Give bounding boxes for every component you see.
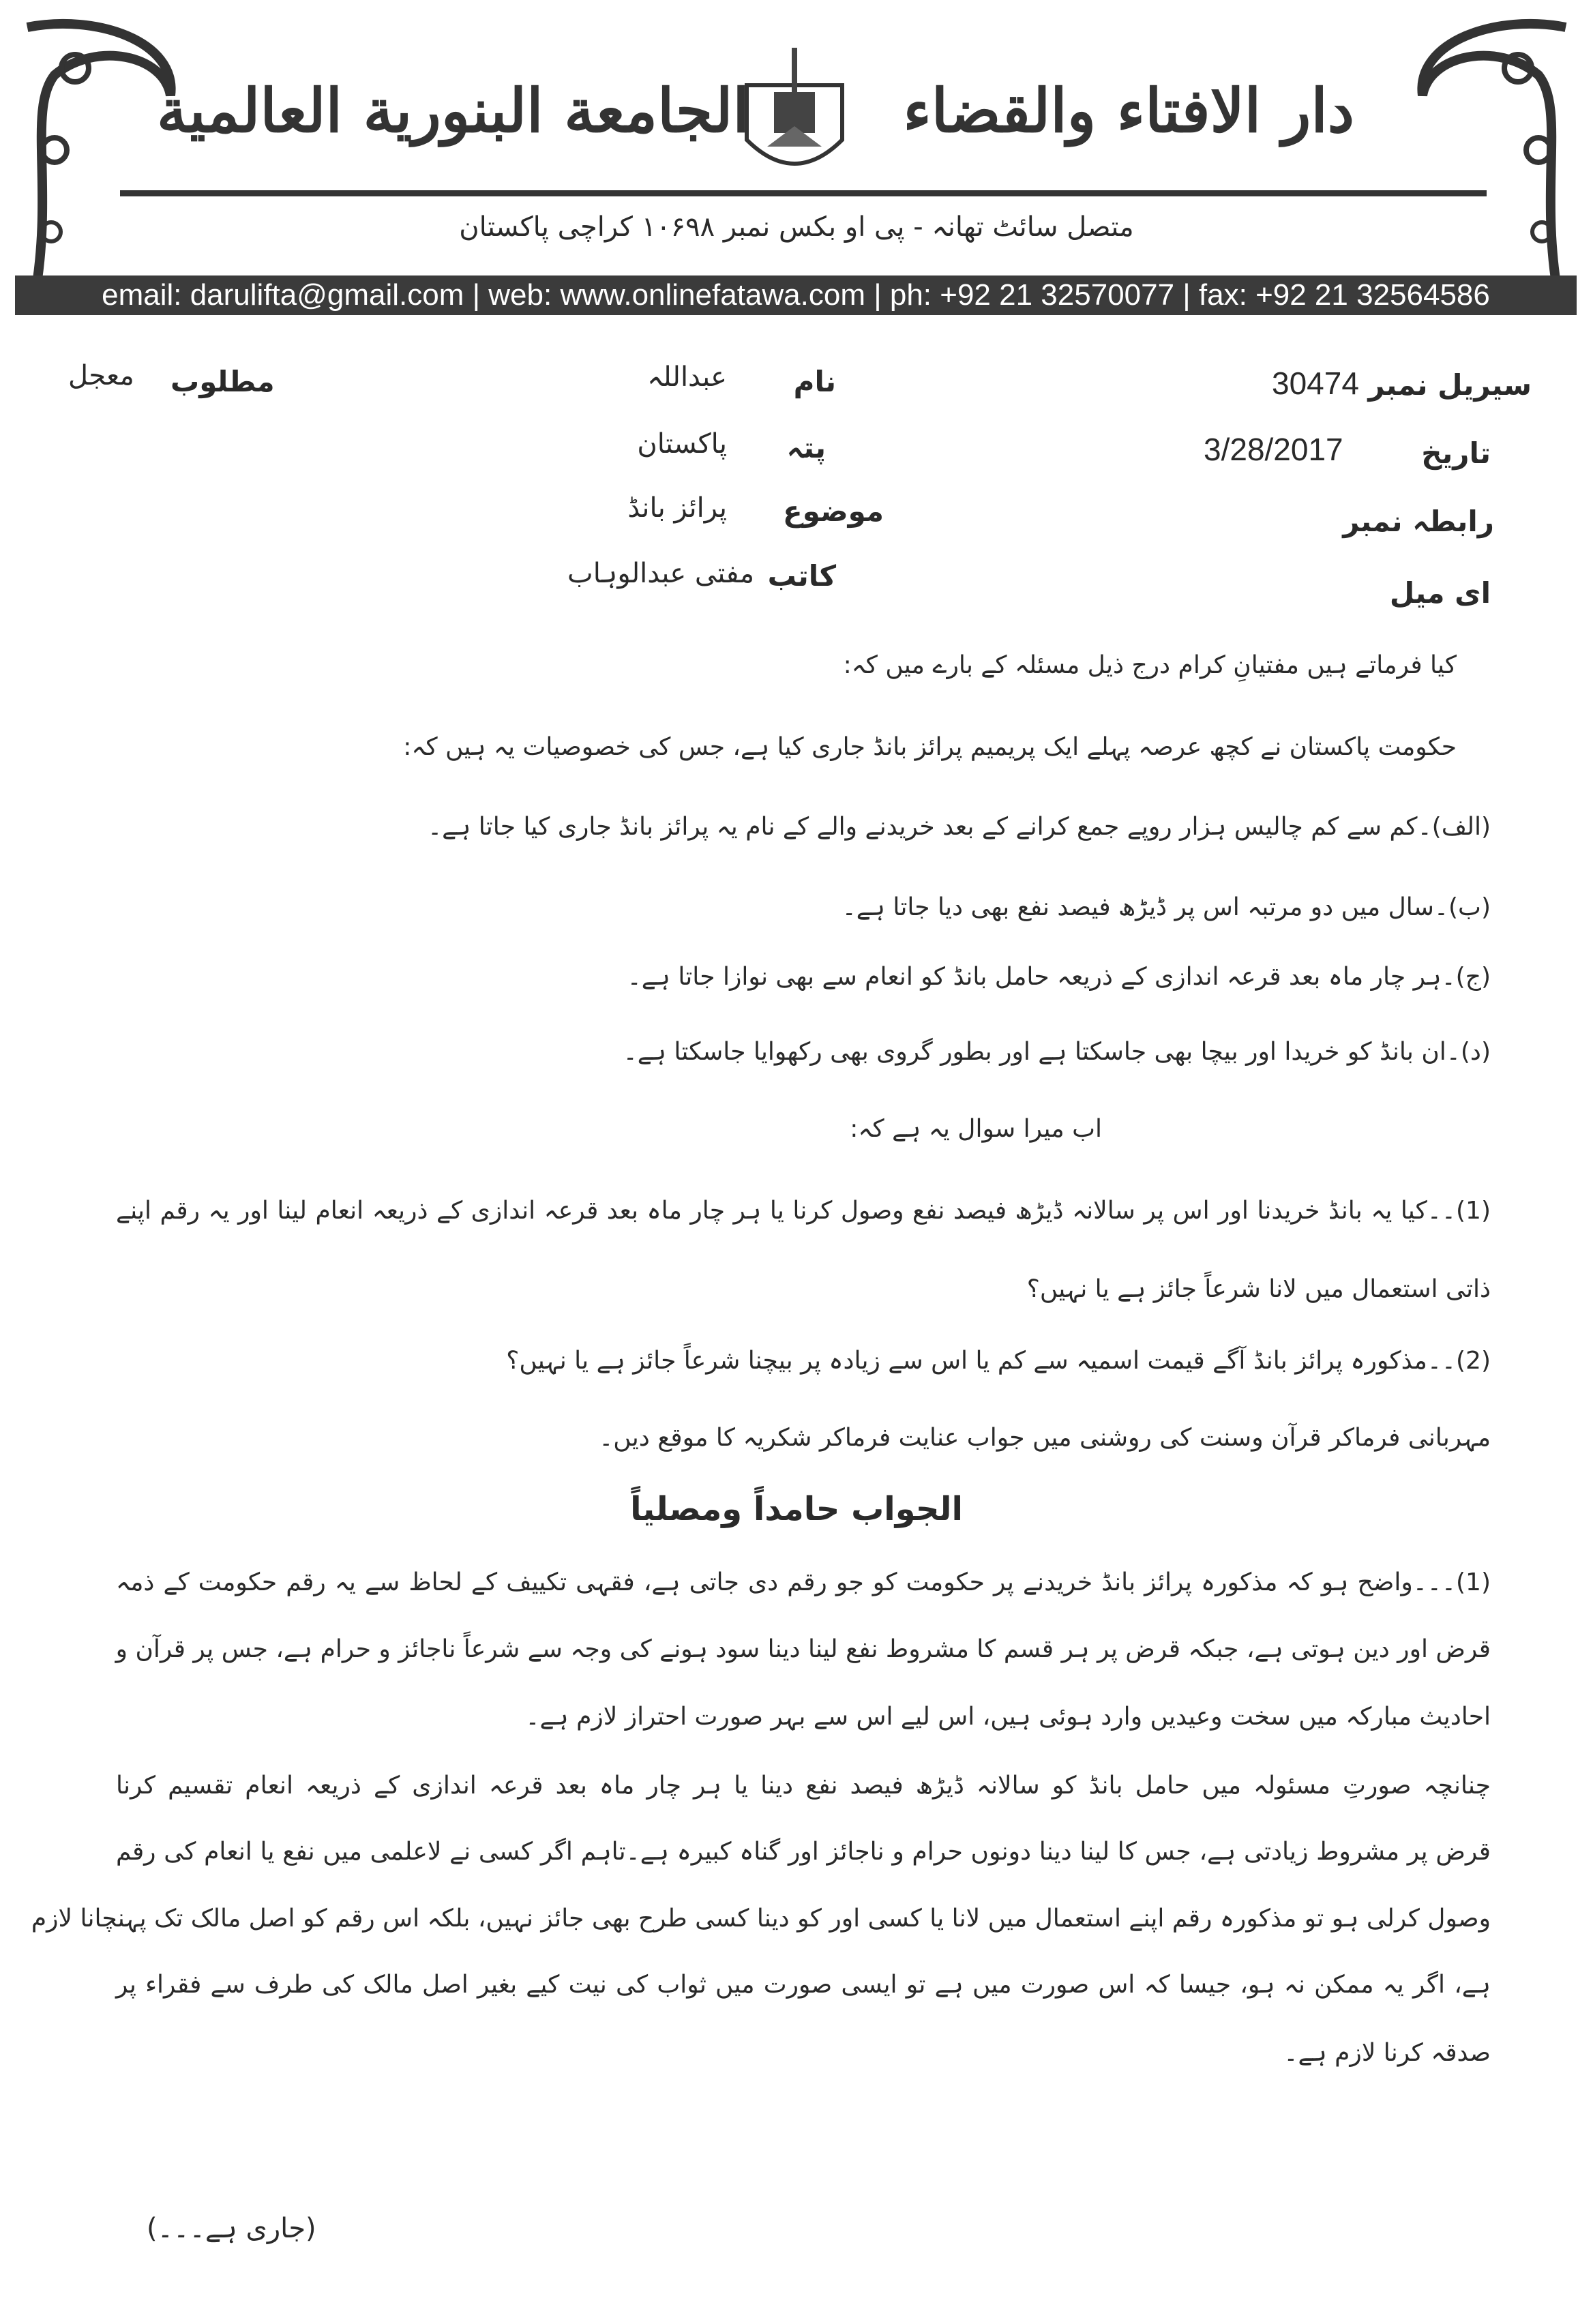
required-value: معجل bbox=[68, 360, 134, 391]
name-label: نام bbox=[793, 365, 836, 398]
answer-line: احادیث مبارکہ میں سخت وعیدیں وارد ہوئی ہیں، اس لیے اس سے بہر صورت احتراز لازم ہے۔ bbox=[525, 1703, 1491, 1731]
address-line: متصل سائٹ تھانہ - پی او بکس نمبر ۱۰۶۹۸ کراچی پاکستان bbox=[459, 211, 1134, 243]
ornament-left-icon bbox=[14, 14, 191, 314]
address-label: پتہ bbox=[786, 431, 826, 464]
question-line: مہربانی فرماکر قرآن وسنت کی روشنی میں جواب عنایت فرماکر شکریہ کا موقع دیں۔ bbox=[599, 1424, 1491, 1452]
date-label: تاریخ bbox=[1421, 436, 1491, 470]
question-line: (1)۔۔کیا یہ بانڈ خریدنا اور اس پر سالانہ ڈیڑھ فیصد نفع وصول کرنا یا ہر چار ماہ بعد قرعہ اندازی کے ذریعہ انعام لینا اور یہ رقم اپنے bbox=[116, 1197, 1491, 1225]
serial-value: 30474 bbox=[1272, 366, 1359, 401]
answer-heading: الجواب حامداً ومصلیاً bbox=[630, 1490, 963, 1528]
question-line: ذاتی استعمال میں لانا شرعاً جائز ہے یا نہیں؟ bbox=[1026, 1275, 1491, 1303]
question-line: (الف)۔کم سے کم چالیس ہزار روپے جمع کرانے کے بعد خریدنے والے کے نام یہ پرائز بانڈ جاری کیا جاتا ہے۔ bbox=[428, 813, 1491, 841]
question-line: کیا فرماتے ہیں مفتیانِ کرام درج ذیل مسئلہ کے بارے میں کہ: bbox=[843, 651, 1457, 679]
contact-number-label: رابطہ نمبر bbox=[1343, 505, 1494, 538]
writer-label: کاتب bbox=[767, 559, 836, 593]
answer-line: ہے، اگر یہ ممکن نہ ہو، جیسا کہ اس صورت میں ہے تو ایسی صورت میں ثواب کی نیت کیے بغیر اصل مالک کی طرف سے فقراء پر bbox=[116, 1971, 1491, 1999]
subject-value: پرائز بانڈ bbox=[627, 492, 727, 524]
continued-note: (جاری ہے۔۔۔) bbox=[147, 2213, 316, 2244]
answer-line: (1)۔۔۔واضح ہو کہ مذکورہ پرائز بانڈ خریدنے پر حکومت کو جو رقم دی جاتی ہے، فقہی تکییف کے لحاظ سے یہ رقم حکومت کے ذمہ bbox=[116, 1568, 1491, 1596]
question-line: (2)۔۔مذکورہ پرائز بانڈ آگے قیمت اسمیہ سے کم یا اس سے زیادہ پر بیچنا شرعاً جائز ہے یا نہیں؟ bbox=[506, 1347, 1491, 1375]
subject-label: موضوع bbox=[783, 494, 884, 528]
contact-bar: email: darulifta@gmail.com | web: www.onlinefatawa.com | ph: +92 21 32570077 | fax: +92 21 32564586 bbox=[15, 275, 1577, 315]
email-label: ای میل bbox=[1389, 576, 1491, 610]
required-label: مطلوب bbox=[170, 365, 275, 398]
answer-line: صدقہ کرنا لازم ہے۔ bbox=[1283, 2039, 1491, 2067]
question-line: (ج)۔ہر چار ماہ بعد قرعہ اندازی کے ذریعہ حامل بانڈ کو انعام سے بھی نوازا جاتا ہے۔ bbox=[627, 963, 1491, 991]
question-line: اب میرا سوال یہ ہے کہ: bbox=[850, 1115, 1102, 1143]
question-line: (ب)۔سال میں دو مرتبہ اس پر ڈیڑھ فیصد نفع بھی دیا جاتا ہے۔ bbox=[842, 893, 1491, 921]
writer-value: مفتی عبدالوہاب bbox=[567, 558, 754, 589]
institution-title-right: دار الافتاء والقضاء bbox=[903, 75, 1354, 146]
answer-line: قرض پر مشروط زیادتی ہے، جس کا لینا دینا دونوں حرام و ناجائز اور گناہ کبیرہ ہے۔تاہم اگر کسی نے لاعلمی میں نفع یا انعام کی رقم bbox=[116, 1838, 1491, 1866]
ornament-right-icon bbox=[1402, 14, 1579, 314]
emblem-logo-icon bbox=[733, 44, 856, 188]
question-line: (د)۔ان بانڈ کو خریدا اور بیچا بھی جاسکتا ہے اور بطور گروی بھی رکھوایا جاسکتا ہے۔ bbox=[623, 1038, 1491, 1066]
answer-line: قرض اور دین ہوتی ہے، جبکہ قرض پر ہر قسم کا مشروط نفع لینا دینا سود ہونے کی وجہ سے شرعاً ناجائز و حرام ہے، جس پر قرآن و bbox=[115, 1635, 1491, 1663]
header-divider bbox=[120, 190, 1487, 196]
answer-line: چنانچہ صورتِ مسئولہ میں حامل بانڈ کو سالانہ ڈیڑھ فیصد نفع دینا یا ہر چار ماہ بعد قرعہ اندازی کے ذریعہ انعام تقسیم کرنا bbox=[116, 1772, 1491, 1800]
answer-line: وصول کرلی ہو تو مذکورہ رقم اپنے استعمال میں لانا یا کسی اور کو دینا کسی طرح بھی جائز نہیں، بلکہ اس رقم کو اصل مالک تک پہنچانا لازم bbox=[31, 1905, 1491, 1933]
institution-title-left: الجامعة البنورية العالمية bbox=[157, 75, 749, 146]
name-value: عبداللہ bbox=[647, 361, 727, 393]
date-value: 3/28/2017 bbox=[1204, 432, 1343, 467]
question-line: حکومت پاکستان نے کچھ عرصہ پہلے ایک پریمیم پرائز بانڈ جاری کیا ہے، جس کی خصوصیات یہ ہیں کہ: bbox=[403, 733, 1457, 761]
serial-label: سیریل نمبر bbox=[1368, 368, 1532, 402]
address-value: پاکستان bbox=[637, 428, 727, 460]
